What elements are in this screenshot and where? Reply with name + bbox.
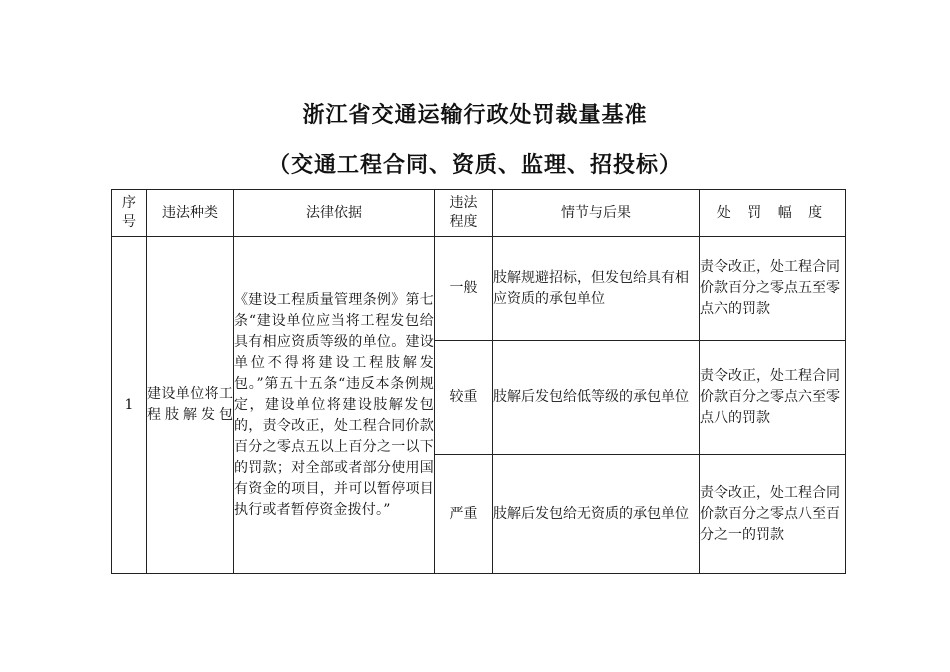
document-title: 浙江省交通运输行政处罚裁量基准 [302,102,648,128]
cell-seq: 1 [112,237,147,574]
cell-circumstances-severe: 肢解后发包给无资质的承包单位 [493,455,700,574]
cell-circumstances-serious: 肢解后发包给低等级的承包单位 [493,341,700,455]
header-seq-line1: 序 [122,195,136,211]
header-degree [435,190,493,237]
table-header-row [112,190,846,237]
cell-degree-serious: 较重 [435,341,493,455]
document-subtitle: （交通工程合同、资质、监理、招投标） [267,152,682,178]
cell-violation-type: 建设单位将工程肢解发包 [147,237,234,574]
cell-circumstances-general: 肢解规避招标，但发包给具有相应资质的承包单位 [493,237,700,341]
header-degree-line1: 违法 [449,195,478,211]
header-circumstances: 情节与后果 [493,190,700,237]
penalty-standard-table [111,189,846,574]
cell-degree-severe: 严重 [435,455,493,574]
header-violation-type: 违法种类 [147,190,234,237]
cell-penalty-serious: 责令改正，处工程合同价款百分之零点六至零点八的罚款 [700,341,846,455]
table-row [112,237,846,341]
header-legal-basis: 法律依据 [234,190,435,237]
header-seq-line2: 号 [122,214,136,230]
header-degree-line2: 程度 [449,214,478,230]
cell-penalty-severe: 责令改正，处工程合同价款百分之零点八至百分之一的罚款 [700,455,846,574]
cell-penalty-general: 责令改正，处工程合同价款百分之零点五至零点六的罚款 [700,237,846,341]
cell-degree-general: 一般 [435,237,493,341]
cell-legal-basis: 《建设工程质量管理条例》第七条“建设单位应当将工程发包给具有相应资质等级的单位。建设单位不得将建设工程肢解发包。”第五十五条“违反本条例规定，建设单位将建设肢解发包的，责令改正，处工程合同价款百分之零点五以上百分之一以下的罚款；对全部或者部分使用国有资金的项目，并可以暂停项目执行或者暂停资金拨付。” [234,237,435,574]
header-penalty-range: 处 罚 幅 度 [700,190,846,237]
header-seq [112,190,147,237]
